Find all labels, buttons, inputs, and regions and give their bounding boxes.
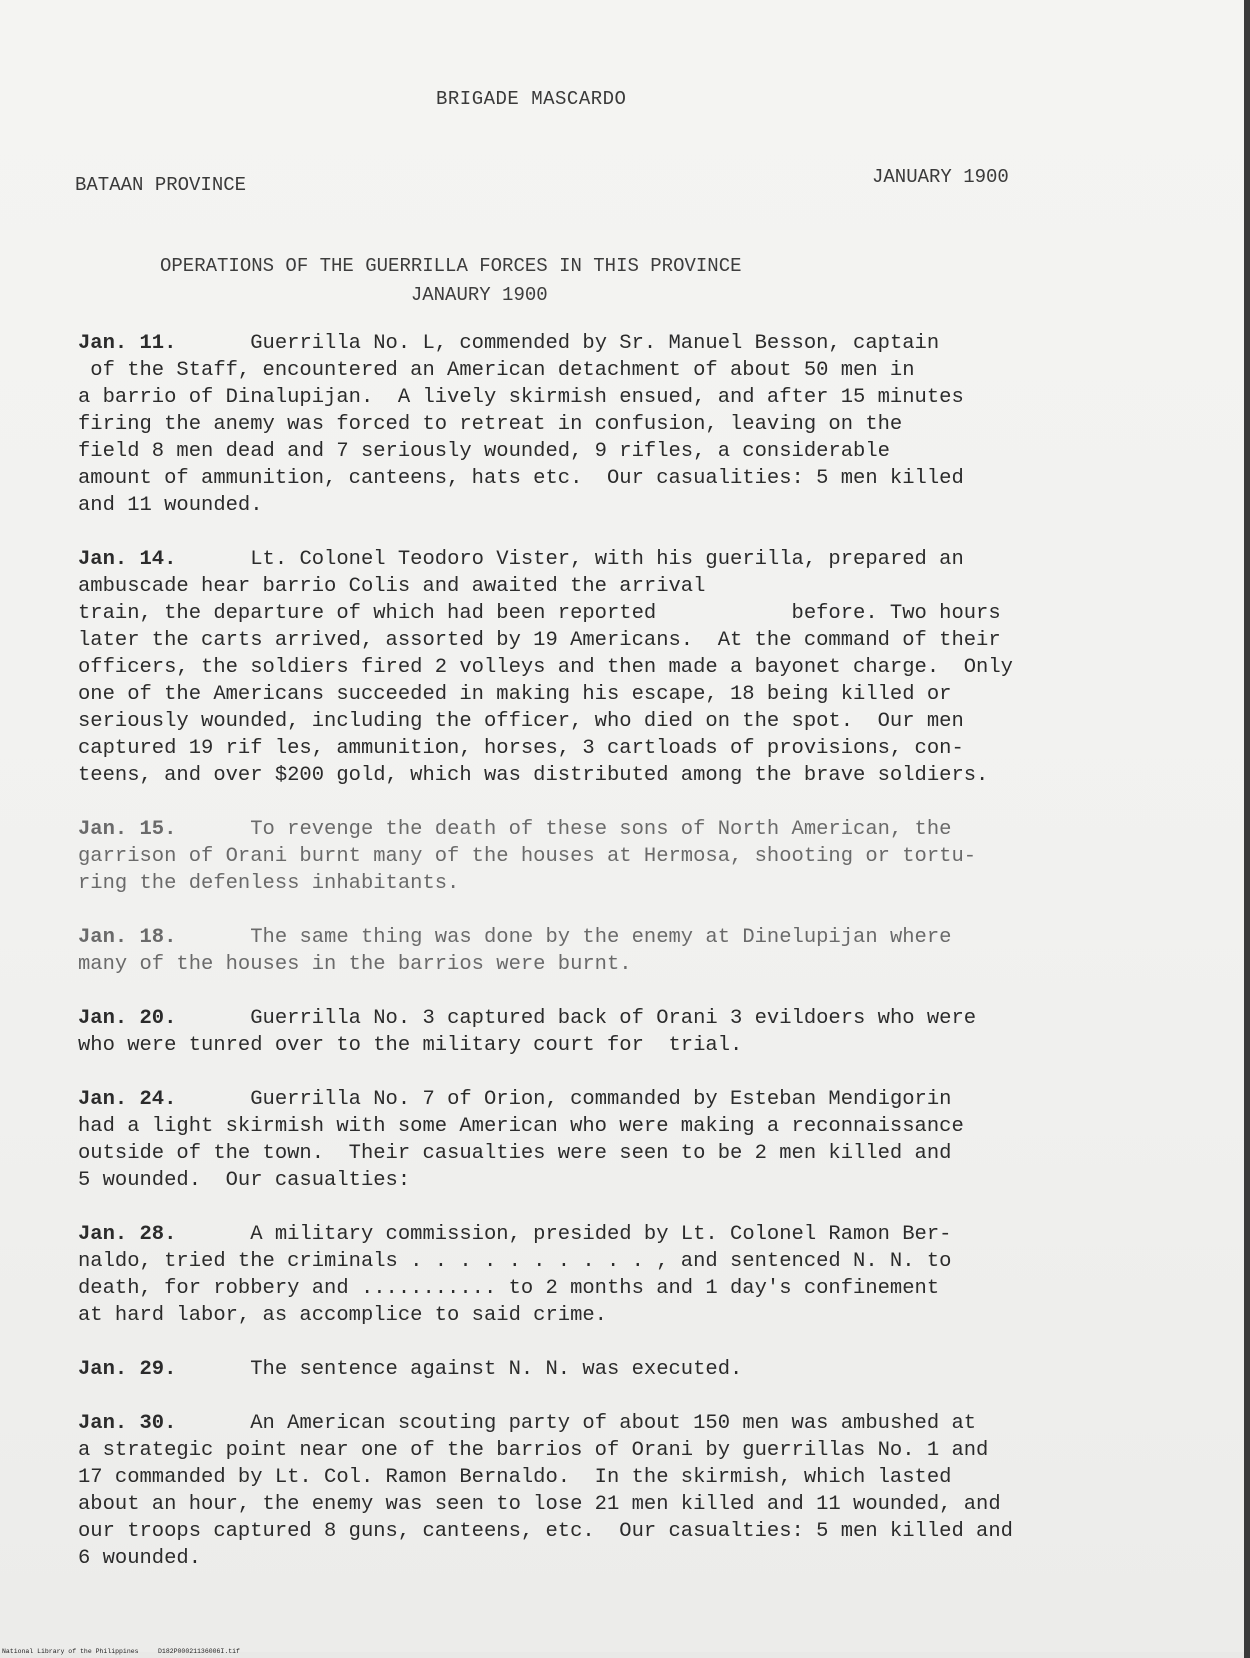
brigade-title: BRIGADE MASCARDO xyxy=(436,88,627,110)
log-entry-jan-14 xyxy=(78,546,1148,789)
document-date: JANUARY 1900 xyxy=(872,166,1009,188)
log-entry-jan-18 xyxy=(78,924,1148,978)
entry-date: Jan. 20. xyxy=(78,1007,177,1030)
log-entry-jan-15 xyxy=(78,816,1148,897)
entry-date: Jan. 29. xyxy=(78,1358,177,1381)
operations-heading-line2: JANAURY 1900 xyxy=(410,284,548,306)
archive-footer: National Library of the Philippines D182P00021136006I.tif xyxy=(2,1648,240,1655)
operations-log xyxy=(78,330,1148,1599)
entry-text: An American scouting party of about 150 men was ambushed at a strategic point near one of the barrios of Orani by guerrillas No. 1 and 17 commanded by Lt. Col. Ramon Bernaldo. In the skirmish, which lasted about an hour, the enemy was seen to lose 21 men killed and 11 wounded, and our troops captured 8 guns, canteens, etc. Our casualties: 5 men killed and 6 wounded. xyxy=(78,1412,1013,1570)
entry-text: Guerrilla No. 7 of Orion, commanded by Esteban Mendigorin had a light skirmish with some American who were making a reconnaissance outside of the town. Their casualties were seen to be 2 men killed and 5 wounded. Our casualties: xyxy=(78,1088,964,1192)
log-entry-jan-28 xyxy=(78,1221,1148,1329)
log-entry-jan-11 xyxy=(78,330,1148,519)
entry-date: Jan. 15. xyxy=(78,818,177,841)
page-edge-shadow xyxy=(1244,0,1250,1658)
entry-date: Jan. 28. xyxy=(78,1223,177,1246)
operations-heading-line1: OPERATIONS OF THE GUERRILLA FORCES IN THIS PROVINCE xyxy=(160,255,742,277)
entry-text: To revenge the death of these sons of North American, the garrison of Orani burnt many of the houses at Hermosa, shooting or tortu- ring the defenless inhabitants. xyxy=(78,818,977,895)
entry-text: The same thing was done by the enemy at Dinelupijan where many of the houses in the barrios were burnt. xyxy=(78,926,952,976)
log-entry-jan-20 xyxy=(78,1005,1148,1059)
log-entry-jan-29 xyxy=(78,1356,1148,1383)
entry-date: Jan. 14. xyxy=(78,548,177,571)
entry-text: A military commission, presided by Lt. Colonel Ramon Ber- naldo, tried the criminals . . . . . . . . . . , and sentenced N. N. to death, for robbery and ........... to 2 months and 1 day's confinement at hard labor, as accomplice to said crime. xyxy=(78,1223,952,1327)
log-entry-jan-30 xyxy=(78,1410,1148,1572)
entry-date: Jan. 30. xyxy=(78,1412,177,1435)
entry-text: Lt. Colonel Teodoro Vister, with his guerilla, prepared an ambuscade hear barrio Colis and awaited the arrival train, the departure of which had been reported before. Two hours later the carts arrived, assorted by 19 Americans. At the command of their officers, the soldiers fired 2 volleys and then made a bayonet charge. Only one of the Americans succeeded in making his escape, 18 being killed or seriously wounded, including the officer, who died on the spot. Our men captured 19 rif les, ammunition, horses, 3 cartloads of provisions, con- teens, and over $200 gold, which was distributed among the brave soldiers. xyxy=(78,548,1013,787)
operations-heading xyxy=(160,252,742,310)
entry-date: Jan. 11. xyxy=(78,332,177,355)
entry-date: Jan. 18. xyxy=(78,926,177,949)
province-label: BATAAN PROVINCE xyxy=(75,174,247,196)
entry-text: Guerrilla No. 3 captured back of Orani 3 evildoers who were who were tunred over to the military court for trial. xyxy=(78,1007,977,1057)
log-entry-jan-24 xyxy=(78,1086,1148,1194)
entry-text: Guerrilla No. L, commended by Sr. Manuel Besson, captain of the Staff, encountered an American detachment of about 50 men in a barrio of Dinalupijan. A lively skirmish ensued, and after 15 minutes firing the anemy was forced to retreat in confusion, leaving on the field 8 men dead and 7 seriously wounded, 9 rifles, a considerable amount of ammunition, canteens, hats etc. Our casualities: 5 men killed and 11 wounded. xyxy=(78,332,964,517)
entry-text: The sentence against N. N. was executed. xyxy=(250,1358,743,1381)
entry-date: Jan. 24. xyxy=(78,1088,177,1111)
